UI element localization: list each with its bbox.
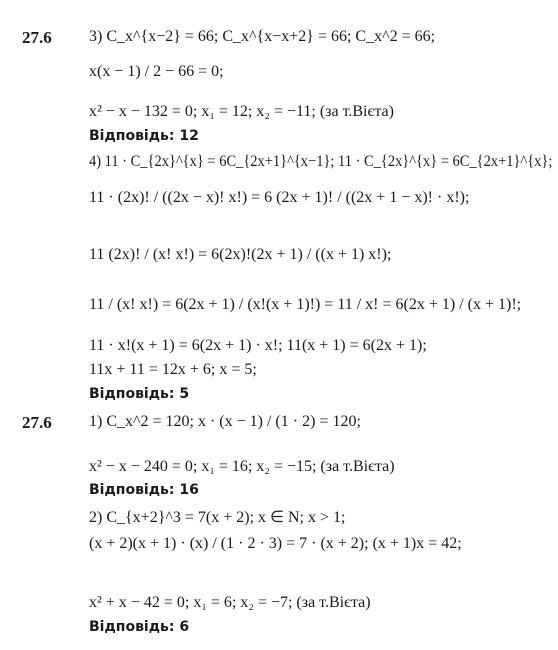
solution-line: 11 / (x! x!) = 6(2x + 1) / (x!(x + 1)!) = 11 / x! = 6(2x + 1) / (x + 1)!; (89, 296, 522, 313)
solution-line: 2) C_{x+2}^3 = 7(x + 2); x ∈ N; x > 1; (89, 509, 346, 526)
solution-line: 11 · x!(x + 1) = 6(2x + 1) · x!; 11(x + 1) = 6(2x + 1); (89, 337, 427, 354)
solution-line: 3) C_x^{x−2} = 66; C_x^{x−x+2} = 66; C_x^2 = 66; (89, 28, 436, 45)
problem-number: 27.6 (22, 28, 52, 47)
solution-line: 1) C_x^2 = 120; x · (x − 1) / (1 · 2) = 120; (89, 413, 361, 430)
solution-line: 11 (2x)! / (x! x!) = 6(2x)!(2x + 1) / ((x + 1) x!); (89, 246, 392, 263)
solution-line: 4) 11 · C_{2x}^{x} = 6C_{2x+1}^{x−1}; 11 · C_{2x}^{x} = 6C_{2x+1}^{x}; (89, 153, 553, 170)
answer-line: Відповідь: 6 (89, 619, 190, 635)
solution-line: x(x − 1) / 2 − 66 = 0; (89, 63, 224, 80)
solution-line: x² + x − 42 = 0; x₁ = 6; x₂ = −7; (за т.Вієта) (89, 594, 371, 611)
solution-line: 11x + 11 = 12x + 6; x = 5; (89, 361, 257, 378)
solution-line: 11 · (2x)! / ((2x − x)! x!) = 6 (2x + 1)! / ((2x + 1 − x)! · x!); (89, 189, 470, 206)
solution-line: x² − x − 240 = 0; x₁ = 16; x₂ = −15; (за т.Вієта) (89, 458, 395, 475)
solution-line: (x + 2)(x + 1) · (x) / (1 · 2 · 3) = 7 · (x + 2); (x + 1)x = 42; (89, 535, 462, 552)
solution-line: x² − x − 132 = 0; x₁ = 12; x₂ = −11; (за т.Вієта) (89, 103, 394, 120)
answer-line: Відповідь: 12 (89, 128, 199, 144)
problem-number: 27.6 (22, 413, 52, 432)
answer-line: Відповідь: 16 (89, 482, 199, 498)
answer-line: Відповідь: 5 (89, 386, 190, 402)
